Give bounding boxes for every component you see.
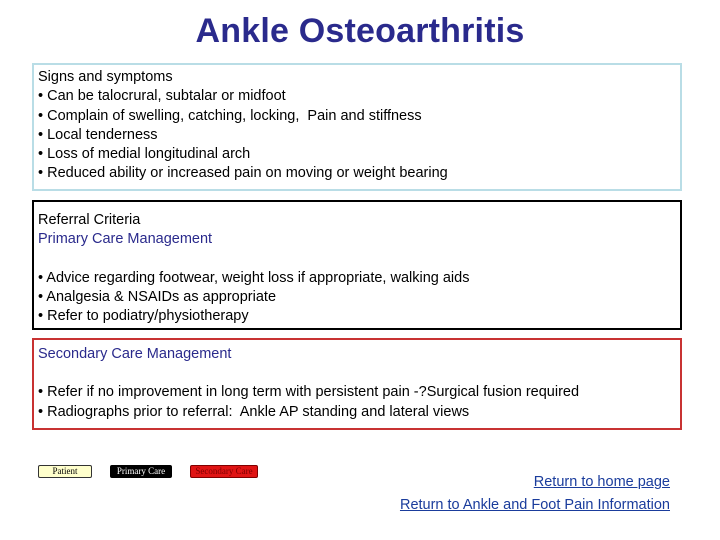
legend-secondary-care: Secondary Care [190,465,258,478]
symptom-item: • Can be talocrural, subtalar or midfoot [38,88,286,105]
return-home-link[interactable]: Return to home page [533,474,670,490]
primary-care-heading: Primary Care Management [38,231,213,248]
symptom-item: • Local tenderness [38,126,158,143]
referral-item: • Analgesia & NSAIDs as appropriate [38,288,277,305]
referral-item: • Advice regarding footwear, weight loss if appropriate, walking aids [38,269,470,286]
referral-heading: Referral Criteria [38,212,141,228]
referral-box [32,200,682,330]
symptom-item: • Loss of medial longitudinal arch [38,146,251,163]
secondary-care-heading: Secondary Care Management [38,346,232,362]
secondary-item: • Radiographs prior to referral: Ankle AP standing and lateral views [38,403,470,420]
return-ankle-foot-link[interactable]: Return to Ankle and Foot Pain Information [399,497,670,513]
legend-primary-care: Primary Care [110,465,172,478]
page-title: Ankle Osteoarthritis [195,12,525,50]
symptom-item: • Complain of swelling, catching, locking, Pain and stiffness [38,107,422,124]
referral-item: • Refer to podiatry/physiotherapy [38,308,249,325]
symptoms-box [32,63,682,191]
legend-patient: Patient [38,465,92,478]
symptoms-heading: Signs and symptoms [38,69,173,85]
symptom-item: • Reduced ability or increased pain on moving or weight bearing [38,165,448,182]
secondary-item: • Refer if no improvement in long term with persistent pain -?Surgical fusion required [38,384,580,401]
secondary-care-box [32,338,682,430]
